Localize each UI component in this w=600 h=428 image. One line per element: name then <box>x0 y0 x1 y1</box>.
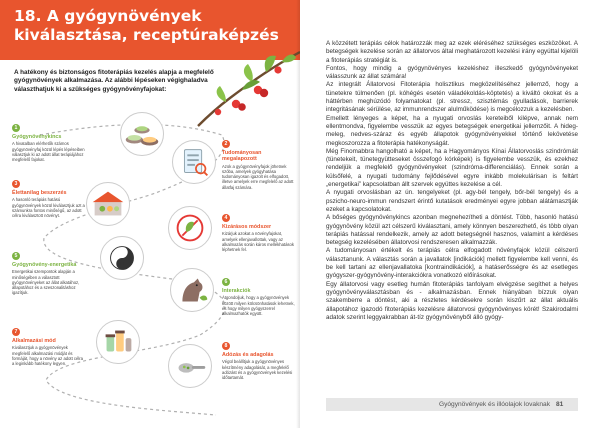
step-text: Átgondoljuk, hogy a gyógynövények között milyen kölcsönhatások lehetnek, és hogy milyen gyógyszerrel alkalmazhatók együtt. <box>222 295 295 317</box>
step-title: Alkalmazási mód <box>12 338 56 344</box>
body-paragraph: Fontos, hogy mindig a gyógynövényes kezeléshez illeszkedő gyógynövényeket válasszunk az állat számára! <box>326 64 578 81</box>
body-paragraph: A bőséges gyógynövénykincs azonban megnehezítheti a döntést. Több, hasonló hatású gyógynövény közül azt célszerű kiválasztani, amely könnyen beszerezhető, és több olyan terápiás hatással rendelkezik, amely az adott betegségnél hasznos, valamint a kérdéses betegség kezelésében állatorvosi rendszeresen alkalmazzák. <box>326 214 578 247</box>
body-paragraph: Emellett lényeges a képet, ha a nyugati orvoslás kereteiből kilépve, annak nem ellentmondva, figyelembe vesszük az egyes betegségek energetikai jellemzőit. A hideg-meleg, nedves-száraz és egyéb állapotok gyógynövényekkel történő lekövetése megkoszorozza a fitoterápia hatékonyságát. <box>326 114 578 147</box>
step-6 <box>222 270 296 316</box>
step-4 <box>222 206 296 252</box>
step-number-badge: 1 <box>12 124 20 132</box>
horse-with-herbs-illustration <box>170 268 214 312</box>
step-text: Kiválasztjuk a gyógynövények megfelelő alkalmazási módját és formáját, hogy a növény az adott célra a leginkább hatékony legyen. <box>12 345 83 367</box>
step-title: Kizárásos módszer <box>222 224 272 230</box>
body-paragraph: A nyugati orvoslásban az ún. tengelyeket (pl. agy-bél tengely, bőr-bél tengely) és a pszicho-neuro-immun rendszert érintő kutatások eredményei egyre jobban alátámasztják ezeket a kapcsolatokat. <box>326 189 578 213</box>
body-paragraph: Még Finomabbra hangolható a képet, ha a Hagyományos Kínai Állatorvoslás szindrómáit (tünetekeit, tünetegyütteseket összefogó kórképek) is figyelembe vesszük, és ezekhez rendeljük a megfelelő gyógynövényeket (szindróma-differenciálás). Ennek során a külsőfelé, a nyugati tudomány fejlődésével egyre inkább molekulárisan is feltárt „energetikai” kapcsolatban állt szervek együttes kezelése a cél. <box>326 147 578 189</box>
body-paragraph: A tudományosan értékelt és terápiás célra elfogadott növényfajok közül célszerű választanunk. A választás során a javallatok [indikációk] mellett figyelembe kell venni, és be kell tartani az ellenjavallatoka [kontraindikációk], a hatáserősségre és az esetleges gyógyszer-gyógynövény-interakciókra vonatkozó előírásokat. <box>326 247 578 280</box>
step-7 <box>12 320 86 366</box>
step-text: A hasonló terápiás hatású gyógynövények közül kiválasztjuk azt a számunkra fontos minőségű, az adott célra kiválasztott növényt. <box>12 197 85 219</box>
body-paragraph: Egy állatorvosi vagy esetleg humán fitoterápiás tanfolyam elvégzése segíthet a helyes gyógynövényválasztásban és - alkalmazásban. Ennek hiányában bízzuk olyan szakemberre a döntést, aki a részletes kérdésekre során kiszűrt az állat aktuális állapotához igazodó fitoterápiás kezelésre állatorvosi gyógynövényes körét! Szakirodalmi adatok szerint leggyakrabban át-tíz gyógynövényből álló gyógy- <box>326 280 578 321</box>
step-title: Adózás és adagolás <box>222 352 274 358</box>
step-number-badge: 7 <box>12 328 20 336</box>
herb-market-illustration <box>86 182 130 226</box>
body-paragraph: Az integrált Állatorvosi Fitoterápia holisztikus megközelítéséhez jellemző, hogy a tünetekre túlmenően (pl. kóhégés esetén váladékoldás-köptetés) a kiváltó okokat és a háttérben meghúzódó folyamatokat (pl. stressz, szisztémás gyulladások, barrierek integritásának sérülése, az immunrendszer alulműködése) is megcélozzuk a kezelésben. <box>326 81 578 114</box>
step-2 <box>222 132 296 190</box>
step-number-badge: 4 <box>222 214 230 222</box>
body-text <box>326 40 578 322</box>
step-title: Tudományosan megalapozott <box>222 150 262 163</box>
step-text: Energetikai szempontok alapján a minőségében a választott gyógynövényeket az állat alkatához, állapotához és a szeszonalitáshoz igazítjuk. <box>12 269 80 296</box>
running-footer: Gyógynövények és illóolajok lovaknak <box>438 401 550 408</box>
step-text: Kizárjuk azokat a növényfajokat, amelyek ellenjavallottak, vagy az alkalmazás során káros mellékhatások léphetnek fel. <box>222 231 294 253</box>
step-8 <box>222 334 296 380</box>
step-number-badge: 2 <box>222 140 230 148</box>
excluded-herbs-illustration <box>168 206 212 250</box>
step-text: Végül beállítjuk a gyógynövényes készítmény adagolását, a megfelelő adózást és a gyógynövények kezelési időtartamát. <box>222 359 293 381</box>
step-5 <box>12 244 86 295</box>
dosage-spoon-illustration <box>168 344 212 388</box>
herbal-preparations-illustration <box>96 320 140 364</box>
step-text: A hivatalban elérhetők számos gyógynövényfaj közül lépés lépéseiben választjuk ki az adott állat terápiájához megfelelő fajokat. <box>12 141 85 163</box>
yin-yang-icon <box>100 236 144 280</box>
body-paragraph: A közzétett terápiás célok határozzák meg az ezek eléréséhez szükséges eszközöket. A betegségek kezelése során az állatorvos által meghatározott kezelési irány egyúttal kijelöli a fitoterápiás stratégiát is. <box>326 40 578 64</box>
intro-text: A hatékony és biztonságos fitoterápiás kezelés alapja a megfelelő gyógynövények alkalmazása. Az alábbi lépéseken végighaladva választhatjuk ki a szükséges gyógynövényfajokat: <box>14 69 214 93</box>
research-document-illustration <box>172 140 216 184</box>
step-title: Élettanilag beszerzés <box>12 190 67 196</box>
step-1 <box>12 116 86 162</box>
step-title: Gyógynövény-energetika <box>12 262 77 268</box>
step-number-badge: 3 <box>12 180 20 188</box>
chapter-title: 18. A gyógynövények kiválasztása, receptúraképzés <box>14 7 279 44</box>
step-3 <box>12 172 86 218</box>
step-number-badge: 6 <box>222 278 230 286</box>
page-number: 81 <box>556 401 564 408</box>
step-number-badge: 8 <box>222 342 230 350</box>
step-title: Interakciók <box>222 288 251 294</box>
step-number-badge: 5 <box>12 252 20 260</box>
herb-bowls-illustration <box>120 112 164 156</box>
step-title: Gyógynövénykincs <box>12 134 62 140</box>
step-text: Azok a gyógynövényfajok jöhetnek szóba, amelyek gyógyhatása tudományosan igazolt és elfogadott, illetve amelyek erre megfelelő az adott állatfaj számára. <box>222 163 294 190</box>
